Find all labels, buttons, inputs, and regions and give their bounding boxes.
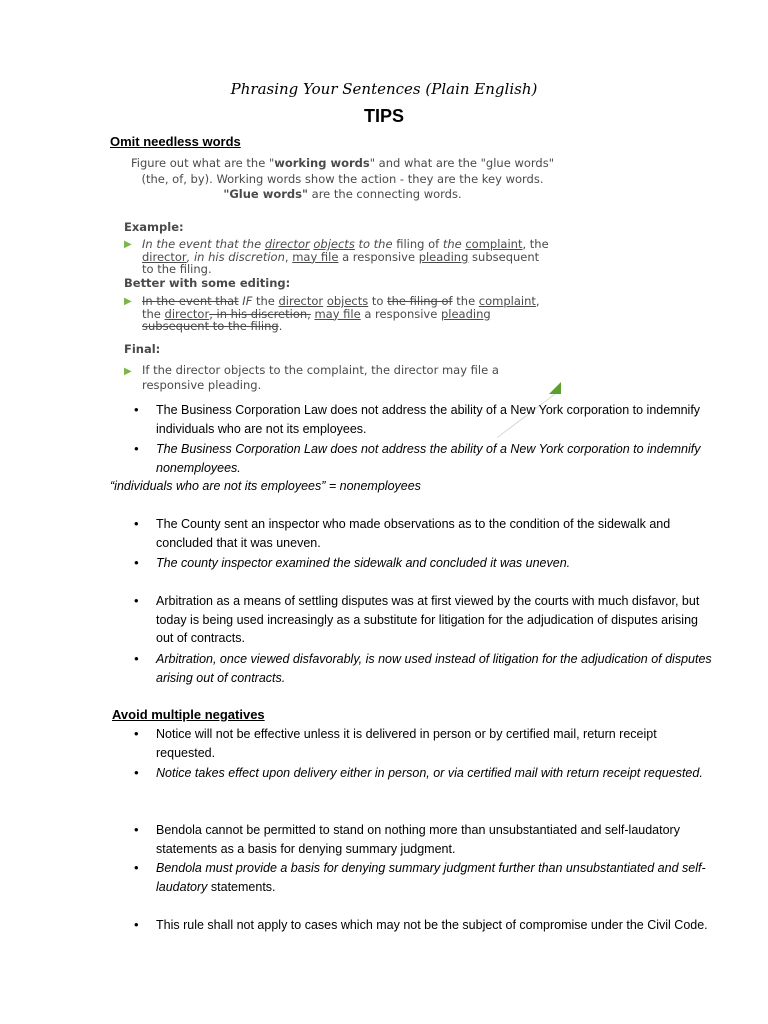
list-item: • Bendola cannot be permitted to stand on nothing more than unsubstantiated and self-laudatory statements as a basis for denying summary judgment. — [156, 821, 716, 858]
list-item: • The Business Corporation Law does not address the ability of a New York corporation to indemnify nonemployees. — [156, 440, 716, 477]
list-item: • The Business Corporation Law does not address the ability of a New York corporation to indemnify individuals who are not its employees. — [156, 401, 716, 438]
green-arrow-icon: ▶ — [124, 239, 132, 250]
list-item: • Arbitration as a means of settling disputes was at first viewed by the courts with much disfavor, but today is being used increasingly as a substitute for litigation for the adjudication of disputes arising out of contracts. — [156, 592, 716, 648]
list-item: • Arbitration, once viewed disfavorably, is now used instead of litigation for the adjudication of disputes arising out of contracts. — [156, 650, 716, 687]
equivalence-note: “individuals who are not its employees” = nonemployees — [110, 479, 421, 493]
section-heading-avoid-multiple-negatives: Avoid multiple negatives — [112, 707, 265, 722]
figure-example-item: ▶ In the event that the director objects to the filing of the complaint, the director, in his discretion, may file a responsive pleading subsequent to the filing. — [124, 237, 549, 276]
document-title: Phrasing Your Sentences (Plain English) — [230, 80, 538, 98]
green-arrow-icon: ▶ — [124, 296, 132, 307]
figure-final-label: Final: — [124, 342, 161, 356]
figure-final-item: ▶ If the director objects to the complaint, the director may file a responsive pleading. — [124, 363, 499, 392]
figure-better-label: Better with some editing: — [124, 276, 291, 290]
figure-example-label: Example: — [124, 220, 184, 234]
list-item: • Bendola must provide a basis for denying summary judgment further than unsubstantiated and self-laudatory statements. — [156, 859, 716, 896]
list-item: • The county inspector examined the sidewalk and concluded it was uneven. — [156, 554, 716, 573]
list-item: • Notice will not be effective unless it is delivered in person or by certified mail, return receipt requested. — [156, 725, 716, 762]
document-subtitle: TIPS — [363, 106, 404, 126]
section-heading-omit-needless-words: Omit needless words — [110, 134, 241, 149]
example-figure — [120, 150, 565, 400]
list-item: • This rule shall not apply to cases which may not be the subject of compromise under the Civil Code. — [156, 916, 716, 935]
list-item: • Notice takes effect upon delivery either in person, or via certified mail with return receipt requested. — [156, 764, 716, 783]
figure-intro: Figure out what are the "working words" and what are the "glue words" (the, of, by). Working words show the action - they are the key words. "Glue words" are the connecting words. — [131, 156, 554, 201]
green-arrow-icon: ▶ — [124, 366, 132, 377]
figure-corner-mark — [549, 382, 561, 394]
list-item: • The County sent an inspector who made observations as to the condition of the sidewalk and concluded that it was uneven. — [156, 515, 716, 552]
figure-better-item: ▶ In the event that IF the director objects to the filing of the complaint, the director, in his discretion, may file a responsive pleading subsequent to the filing. — [124, 294, 540, 333]
